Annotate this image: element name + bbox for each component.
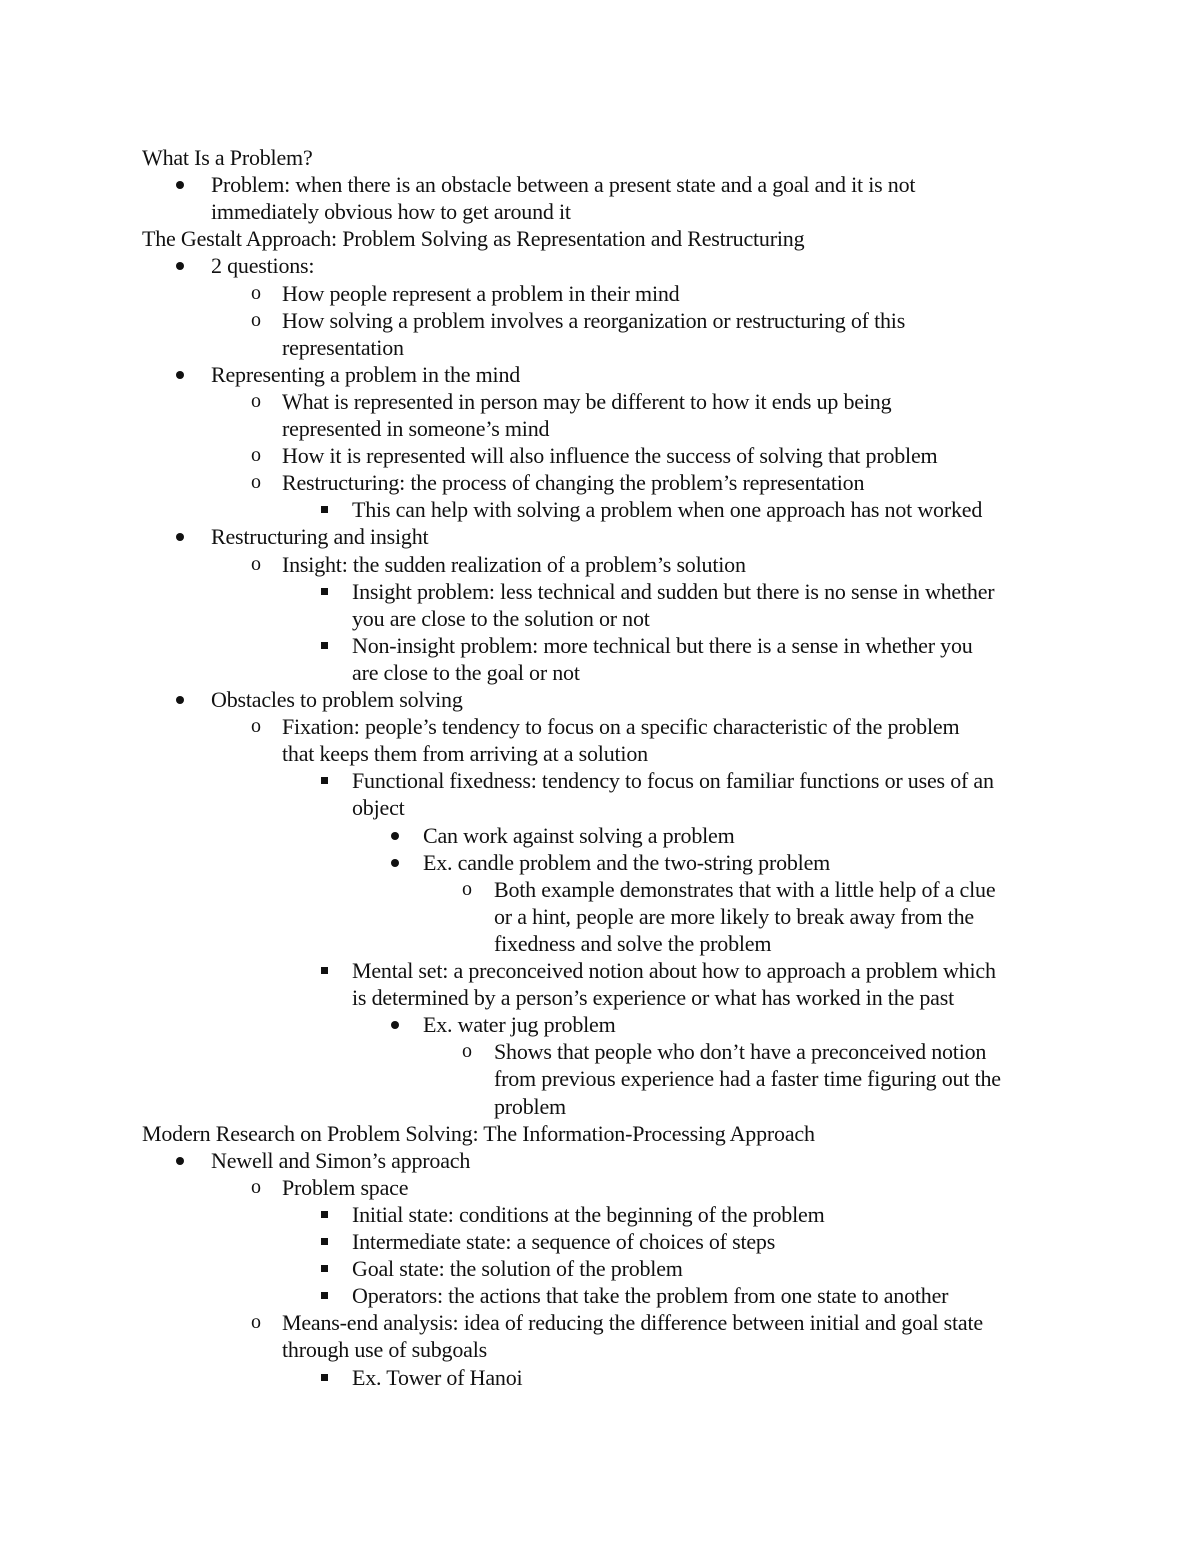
- list-item-text: Ex. Tower of Hanoi: [352, 1364, 523, 1390]
- list-item-text: Problem space: [282, 1174, 409, 1200]
- list-item-text: problem: [494, 1093, 566, 1119]
- list-item-text: Representing a problem in the mind: [211, 361, 521, 387]
- list-item-text: Intermediate state: a sequence of choices of steps: [352, 1229, 776, 1254]
- bullet-dot-icon: [385, 1011, 405, 1038]
- bullet-square-icon: [314, 578, 334, 605]
- list-item-text: Both example demonstrates that with a little help of a clue: [494, 876, 996, 902]
- list-item-text: Can work against solving a problem: [423, 822, 735, 848]
- bullet-dot-icon: [385, 849, 405, 876]
- list-item-text: How people represent a problem in their mind: [282, 280, 680, 306]
- bullet-dot-icon: [170, 361, 190, 388]
- bullet-circle-icon: o: [251, 552, 261, 575]
- list-item-text: are close to the goal or not: [352, 659, 580, 685]
- list-item-text: you are close to the solution or not: [352, 605, 650, 631]
- bullet-square-icon: [314, 496, 334, 523]
- list-item-text: Ex. candle problem and the two-string problem: [423, 849, 831, 875]
- section-heading: What Is a Problem?: [142, 145, 313, 170]
- list-item-text: immediately obvious how to get around it: [211, 199, 571, 225]
- bullet-dot-icon: [170, 523, 190, 550]
- list-item-text: Means-end analysis: idea of reducing the difference between initial and goal state: [282, 1310, 983, 1336]
- bullet-square-icon: [314, 767, 334, 794]
- list-item-text: Fixation: people’s tendency to focus on a specific characteristic of the problem: [282, 714, 960, 740]
- list-item-text: Insight problem: less technical and sudden but there is no sense in whether: [352, 578, 995, 604]
- list-item-text: Mental set: a preconceived notion about how to approach a problem which: [352, 958, 996, 983]
- list-item-text: This can help with solving a problem when one approach has not worked: [352, 497, 983, 523]
- bullet-dot-icon: [385, 822, 405, 849]
- bullet-circle-icon: o: [251, 471, 261, 494]
- bullet-square-icon: [314, 1255, 334, 1282]
- list-item-text: Ex. water jug problem: [423, 1012, 616, 1038]
- bullet-square-icon: [314, 1364, 334, 1391]
- bullet-circle-icon: o: [462, 1040, 472, 1063]
- list-item-text: 2 questions:: [211, 253, 315, 279]
- list-item-text: object: [352, 795, 405, 821]
- list-item-text: What is represented in person may be different to how it ends up being: [282, 388, 892, 414]
- list-item-text: Shows that people who don’t have a preconceived notion: [494, 1039, 987, 1065]
- list-item-text: that keeps them from arriving at a solution: [282, 741, 648, 767]
- bullet-circle-icon: o: [251, 1311, 261, 1334]
- bullet-circle-icon: o: [251, 444, 261, 467]
- list-item-text: Newell and Simon’s approach: [211, 1147, 471, 1173]
- bullet-dot-icon: [170, 686, 190, 713]
- list-item-text: Functional fixedness: tendency to focus on familiar functions or uses of an: [352, 768, 994, 794]
- list-item-text: fixedness and solve the problem: [494, 930, 772, 956]
- bullet-dot-icon: [170, 1147, 190, 1174]
- list-item-text: through use of subgoals: [282, 1337, 487, 1363]
- list-item-text: represented in someone’s mind: [282, 416, 550, 441]
- bullet-circle-icon: o: [251, 715, 261, 738]
- bullet-square-icon: [314, 1282, 334, 1309]
- bullet-dot-icon: [170, 171, 190, 198]
- section-heading: The Gestalt Approach: Problem Solving as Representation and Restructuring: [142, 226, 805, 252]
- list-item-text: How it is represented will also influence the success of solving that problem: [282, 443, 938, 469]
- section-heading: Modern Research on Problem Solving: The Information-Processing Approach: [142, 1120, 815, 1146]
- bullet-square-icon: [314, 1201, 334, 1228]
- list-item-text: Non-insight problem: more technical but there is a sense in whether you: [352, 632, 973, 658]
- bullet-circle-icon: o: [251, 389, 261, 412]
- list-item-text: from previous experience had a faster time figuring out the: [494, 1066, 1001, 1092]
- bullet-dot-icon: [170, 252, 190, 279]
- bullet-circle-icon: o: [251, 308, 261, 331]
- list-item-text: Operators: the actions that take the problem from one state to another: [352, 1283, 949, 1309]
- list-item-text: is determined by a person’s experience or what has worked in the past: [352, 985, 955, 1011]
- bullet-circle-icon: o: [251, 281, 261, 304]
- list-item-text: Problem: when there is an obstacle between a present state and a goal and it is not: [211, 172, 916, 198]
- bullet-circle-icon: o: [462, 877, 472, 900]
- list-item-text: or a hint, people are more likely to break away from the: [494, 903, 974, 929]
- list-item-text: Goal state: the solution of the problem: [352, 1256, 683, 1282]
- list-item-text: Insight: the sudden realization of a problem’s solution: [282, 551, 746, 577]
- bullet-square-icon: [314, 632, 334, 659]
- bullet-square-icon: [314, 1228, 334, 1255]
- list-item-text: Initial state: conditions at the beginning of the problem: [352, 1201, 825, 1227]
- list-item-text: Restructuring and insight: [211, 524, 429, 550]
- bullet-square-icon: [314, 957, 334, 984]
- bullet-circle-icon: o: [251, 1175, 261, 1198]
- list-item-text: Obstacles to problem solving: [211, 687, 463, 712]
- list-item-text: representation: [282, 334, 404, 360]
- list-item-text: How solving a problem involves a reorganization or restructuring of this: [282, 307, 906, 333]
- list-item-text: Restructuring: the process of changing the problem’s representation: [282, 470, 865, 496]
